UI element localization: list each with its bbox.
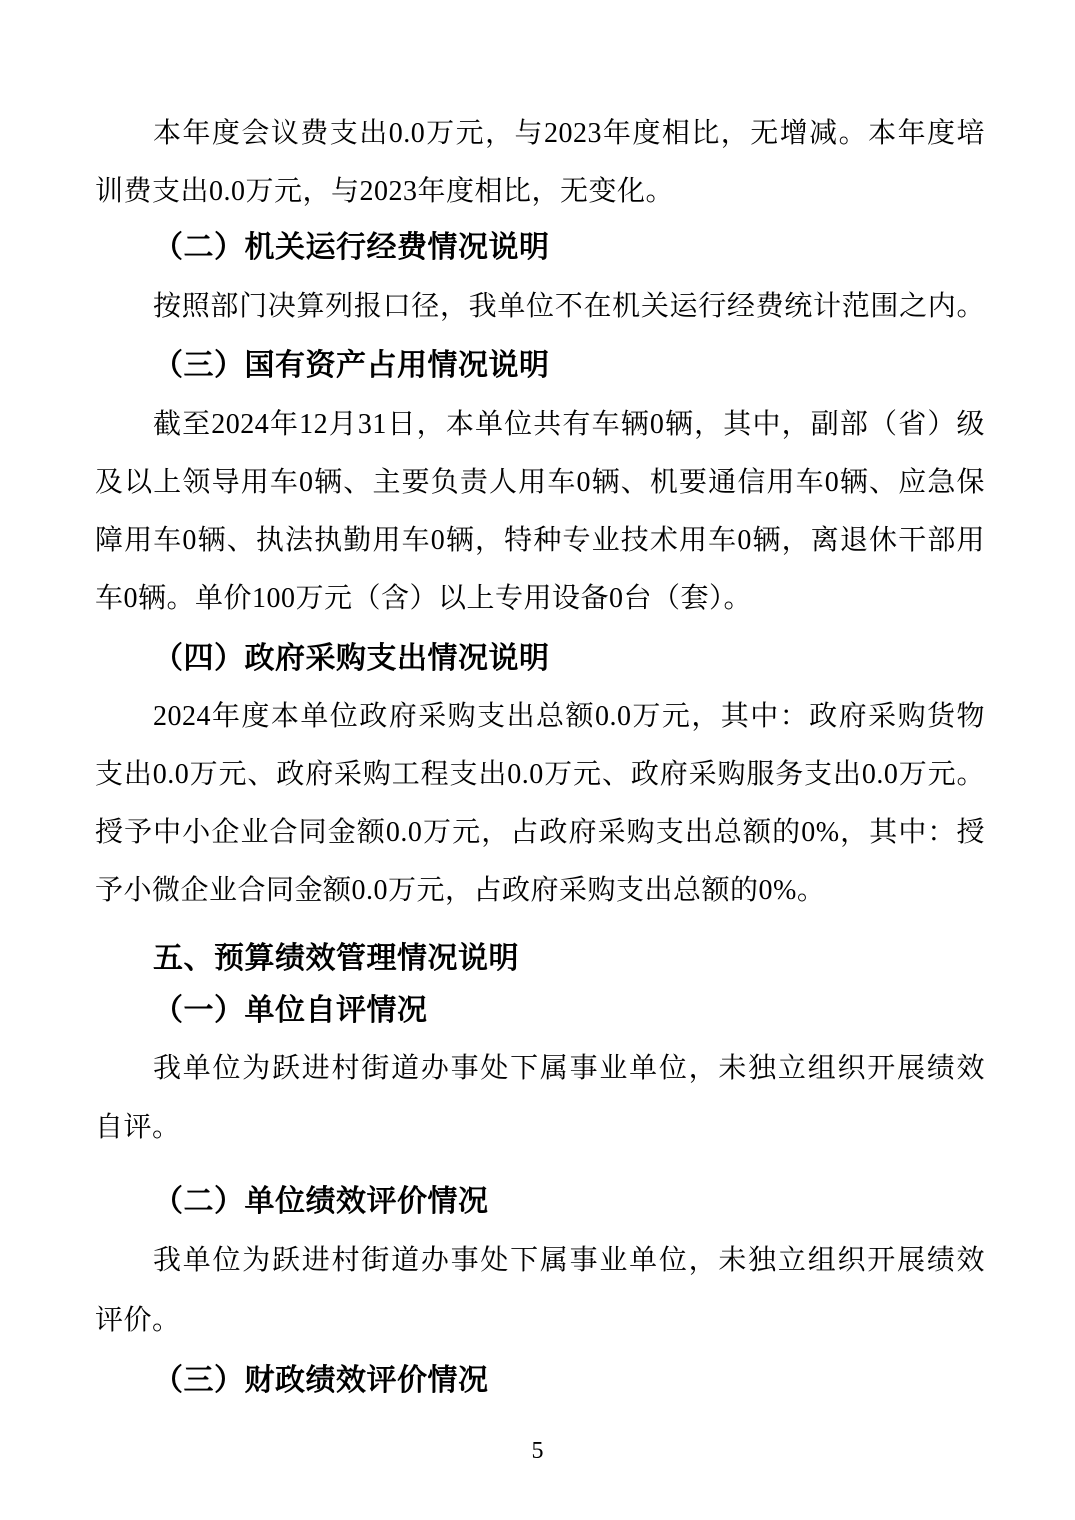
section-heading: （三）财政绩效评价情况 [153,1364,489,1397]
section-heading: （三）国有资产占用情况说明 [153,349,550,382]
body-text-line: 我单位为跃进村街道办事处下属事业单位，未独立组织开展绩效 [153,1053,985,1084]
body-text-line: 障用车0辆、执法执勤用车0辆，特种专业技术用车0辆，离退休干部用 [95,525,985,556]
body-text-line: 支出0.0万元、政府采购工程支出0.0万元、政府采购服务支出0.0万元。 [95,759,985,790]
section-heading: （四）政府采购支出情况说明 [153,642,550,675]
body-text-line: 车0辆。单价100万元（含）以上专用设备0台（套）。 [95,583,753,614]
body-text-line: 我单位为跃进村街道办事处下属事业单位，未独立组织开展绩效 [153,1245,985,1276]
body-text-line: 2024年度本单位政府采购支出总额0.0万元，其中：政府采购货物 [153,701,985,732]
page-number: 5 [531,1438,544,1464]
body-text-line: 自评。 [95,1112,181,1143]
body-text-line: 截至2024年12月31日，本单位共有车辆0辆，其中，副部（省）级 [153,409,985,440]
body-text-line: 授予中小企业合同金额0.0万元，占政府采购支出总额的0%，其中：授 [95,817,985,848]
body-text-line: 按照部门决算列报口径，我单位不在机关运行经费统计范围之内。 [153,291,985,322]
section-heading-major: 五、预算绩效管理情况说明 [153,942,519,975]
body-text-line: 及以上领导用车0辆、主要负责人用车0辆、机要通信用车0辆、应急保 [95,467,985,498]
body-text-line: 训费支出0.0万元，与2023年度相比，无变化。 [95,176,675,207]
body-text-line: 本年度会议费支出0.0万元，与2023年度相比，无增减。本年度培 [153,118,985,149]
section-heading: （二）机关运行经费情况说明 [153,231,550,264]
section-heading: （二）单位绩效评价情况 [153,1185,489,1218]
body-text-line: 评价。 [95,1305,181,1336]
section-heading: （一）单位自评情况 [153,994,428,1027]
body-text-line: 予小微企业合同金额0.0万元，占政府采购支出总额的0%。 [95,875,826,906]
